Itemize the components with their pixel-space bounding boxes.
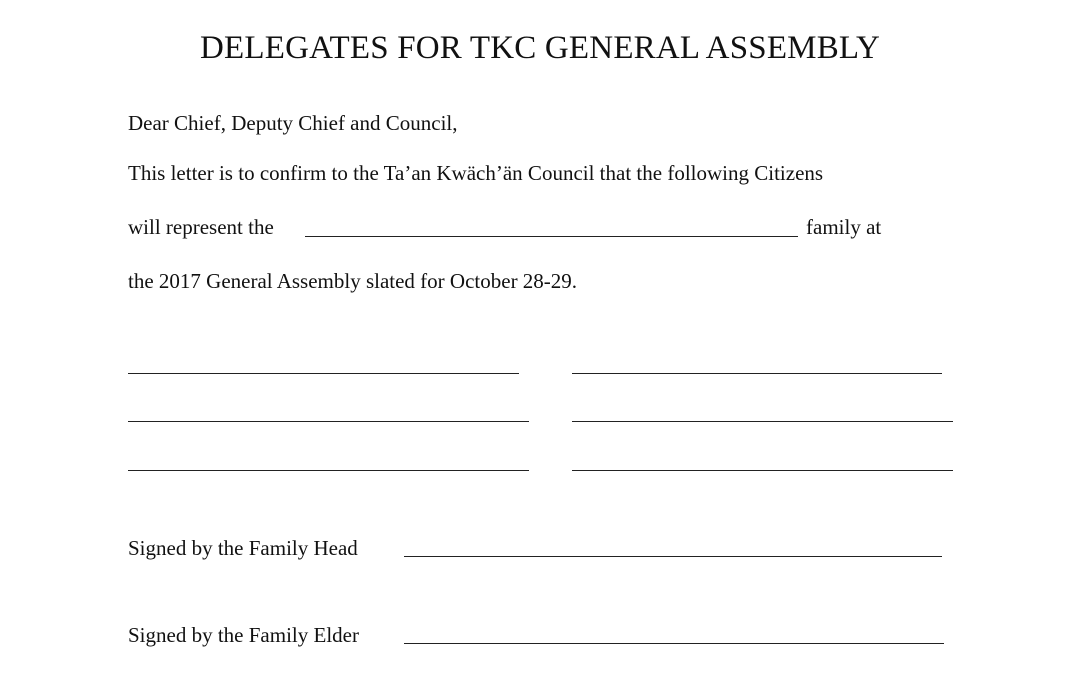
body-line-2-suffix: family at [806,215,882,239]
delegate-line-3[interactable] [128,421,529,422]
family-name-blank[interactable] [305,236,798,237]
body-line-1: This letter is to confirm to the Ta’an Kwäch’än Council that the following Citizens [128,161,824,185]
delegate-line-5[interactable] [128,470,529,471]
delegate-line-1[interactable] [128,373,519,374]
document-title: DELEGATES FOR TKC GENERAL ASSEMBLY [199,30,881,66]
delegate-line-4[interactable] [572,421,953,422]
signature-elder-label: Signed by the Family Elder [128,623,359,647]
delegate-line-6[interactable] [572,470,953,471]
signature-head-label: Signed by the Family Head [128,536,358,560]
body-line-2-prefix: will represent the [128,215,274,239]
signature-elder-line[interactable] [404,643,944,644]
signature-head-line[interactable] [404,556,942,557]
body-line-3: the 2017 General Assembly slated for October 28-29. [128,269,578,293]
salutation: Dear Chief, Deputy Chief and Council, [128,111,458,135]
delegate-line-2[interactable] [572,373,942,374]
